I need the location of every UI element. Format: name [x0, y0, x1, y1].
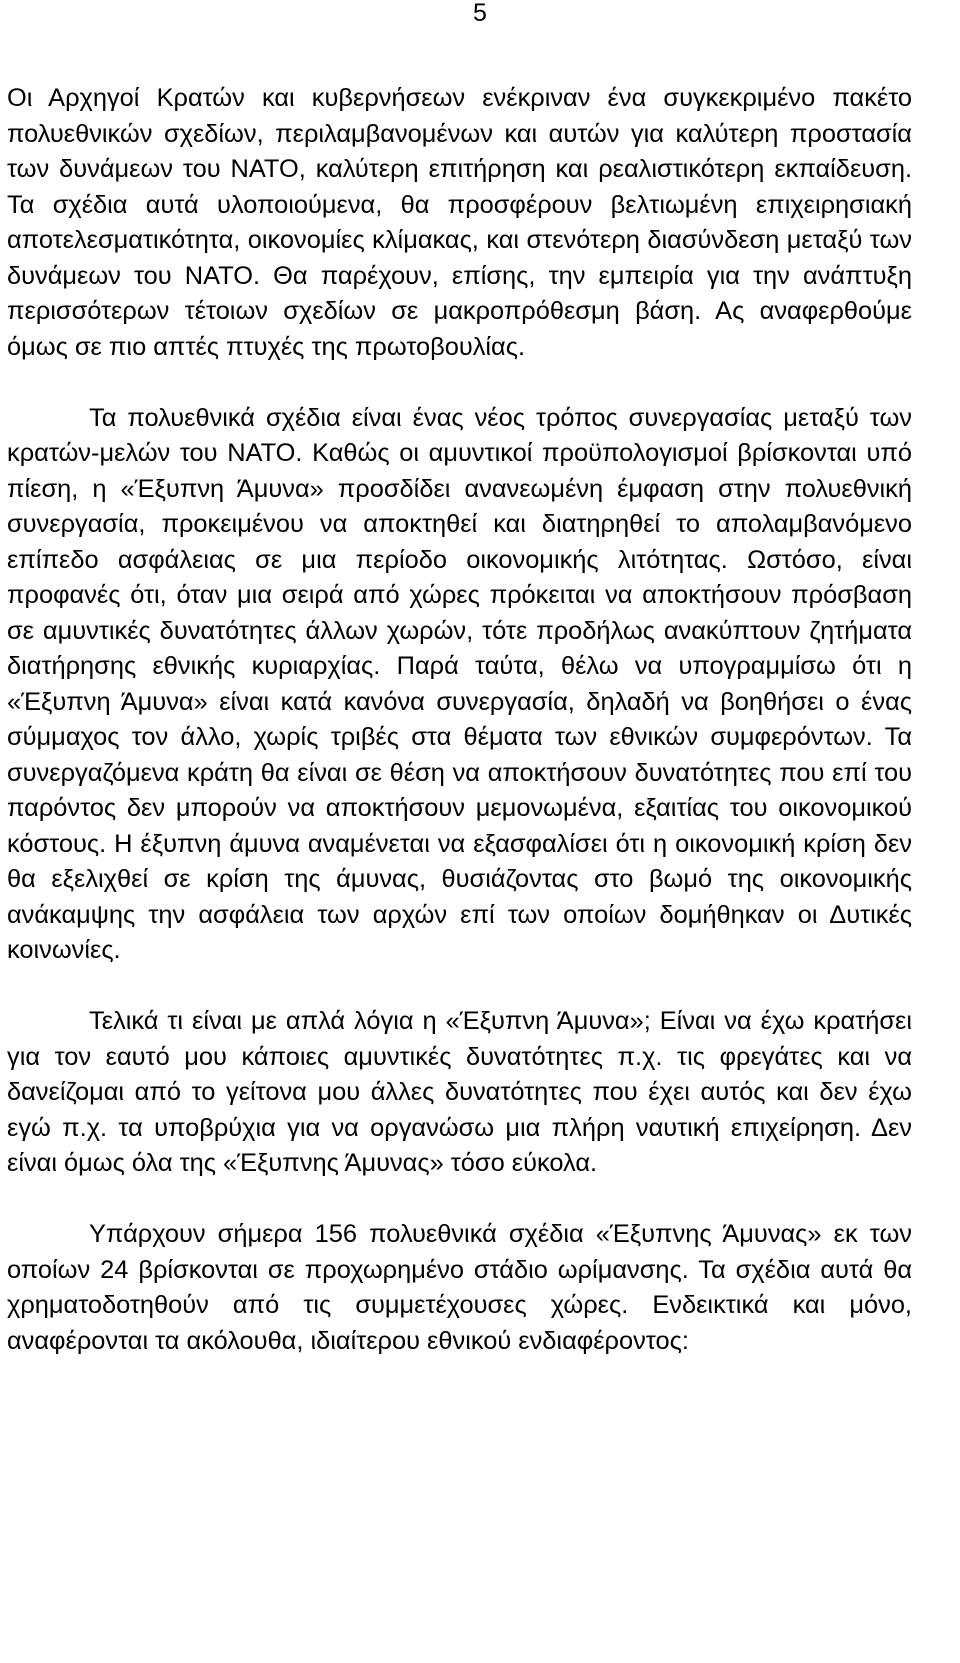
document-body [7, 81, 912, 1359]
page-number: 5 [473, 0, 487, 27]
paragraph-1: Οι Αρχηγοί Κρατών και κυβερνήσεων ενέκριναν ένα συγκεκριμένο πακέτο πολυεθνικών σχεδίων, περιλαμβανομένων και αυτών για καλύτερη προστασία των δυνάμεων του ΝΑΤΟ, καλύτερη επιτήρηση και ρεαλιστικότερη εκπαίδευση. Τα σχέδια αυτά υλοποιούμενα, θα προσφέρουν βελτιωμένη επιχειρησιακή αποτελεσματικότητα, οικονομίες κλίμακας, και στενότερη διασύνδεση μεταξύ των δυνάμεων του ΝΑΤΟ. Θα παρέχουν, επίσης, την εμπειρία για την ανάπτυξη περισσότερων τέτοιων σχεδίων σε μακροπρόθεσμη βάση. Ας αναφερθούμε όμως σε πιο απτές πτυχές της πρωτοβουλίας. [7, 84, 912, 361]
paragraph-2: Τα πολυεθνικά σχέδια είναι ένας νέος τρόπος συνεργασίας μεταξύ των κρατών-μελών του ΝΑΤΟ. Καθώς οι αμυντικοί προϋπολογισμοί βρίσκονται υπό πίεση, η «Έξυπνη Άμυνα» προσδίδει ανανεωμένη έμφαση στην πολυεθνική συνεργασία, προκειμένου να αποκτηθεί και διατηρηθεί το απολαμβανόμενο επίπεδο ασφάλειας σε μια περίοδο οικονομικής λιτότητας. Ωστόσο, είναι προφανές ότι, όταν μια σειρά από χώρες πρόκειται να αποκτήσουν πρόσβαση σε αμυντικές δυνατότητες άλλων χωρών, τότε προδήλως ανακύπτουν ζητήματα διατήρησης εθνικής κυριαρχίας. Παρά ταύτα, θέλω να υπογραμμίσω ότι η «Έξυπνη Άμυνα» είναι κατά κανόνα συνεργασία, δηλαδή να βοηθήσει ο ένας σύμμαχος τον άλλο, χωρίς τριβές στα θέματα των εθνικών συμφερόντων. Τα συνεργαζόμενα κράτη θα είναι σε θέση να αποκτήσουν δυνατότητες που επί του παρόντος δεν μπορούν να αποκτήσουν μεμονωμένα, εξαιτίας του οικονομικού κόστους. Η έξυπνη άμυνα αναμένεται να εξασφαλίσει ότι η οικονομική κρίση δεν θα εξελιχθεί σε κρίση της άμυνας, θυσιάζοντας στο βωμό της οικονομικής ανάκαμψης την ασφάλεια των αρχών επί των οποίων δομήθηκαν οι Δυτικές κοινωνίες. [7, 403, 912, 964]
paragraph-3: Τελικά τι είναι με απλά λόγια η «Έξυπνη Άμυνα»; Είναι να έχω κρατήσει για τον εαυτό μου κάποιες αμυντικές δυνατότητες π.χ. τις φρεγάτες και να δανείζομαι από το γείτονα μου άλλες δυνατότητες που έχει αυτός και δεν έχω εγώ π.χ. τα υποβρύχια για να οργανώσω μια πλήρη ναυτική επιχείρηση. Δεν είναι όμως όλα της «Έξυπνης Άμυνας» τόσο εύκολα. [7, 1007, 912, 1177]
paragraph-4: Υπάρχουν σήμερα 156 πολυεθνικά σχέδια «Έξυπνης Άμυνας» εκ των οποίων 24 βρίσκονται σε προχωρημένο στάδιο ωρίμανσης. Τα σχέδια αυτά θα χρηματοδοτηθούν από τις συμμετέχουσες χώρες. Ενδεικτικά και μόνο, αναφέρονται τα ακόλουθα, ιδιαίτερου εθνικού ενδιαφέροντος: [7, 1220, 912, 1355]
